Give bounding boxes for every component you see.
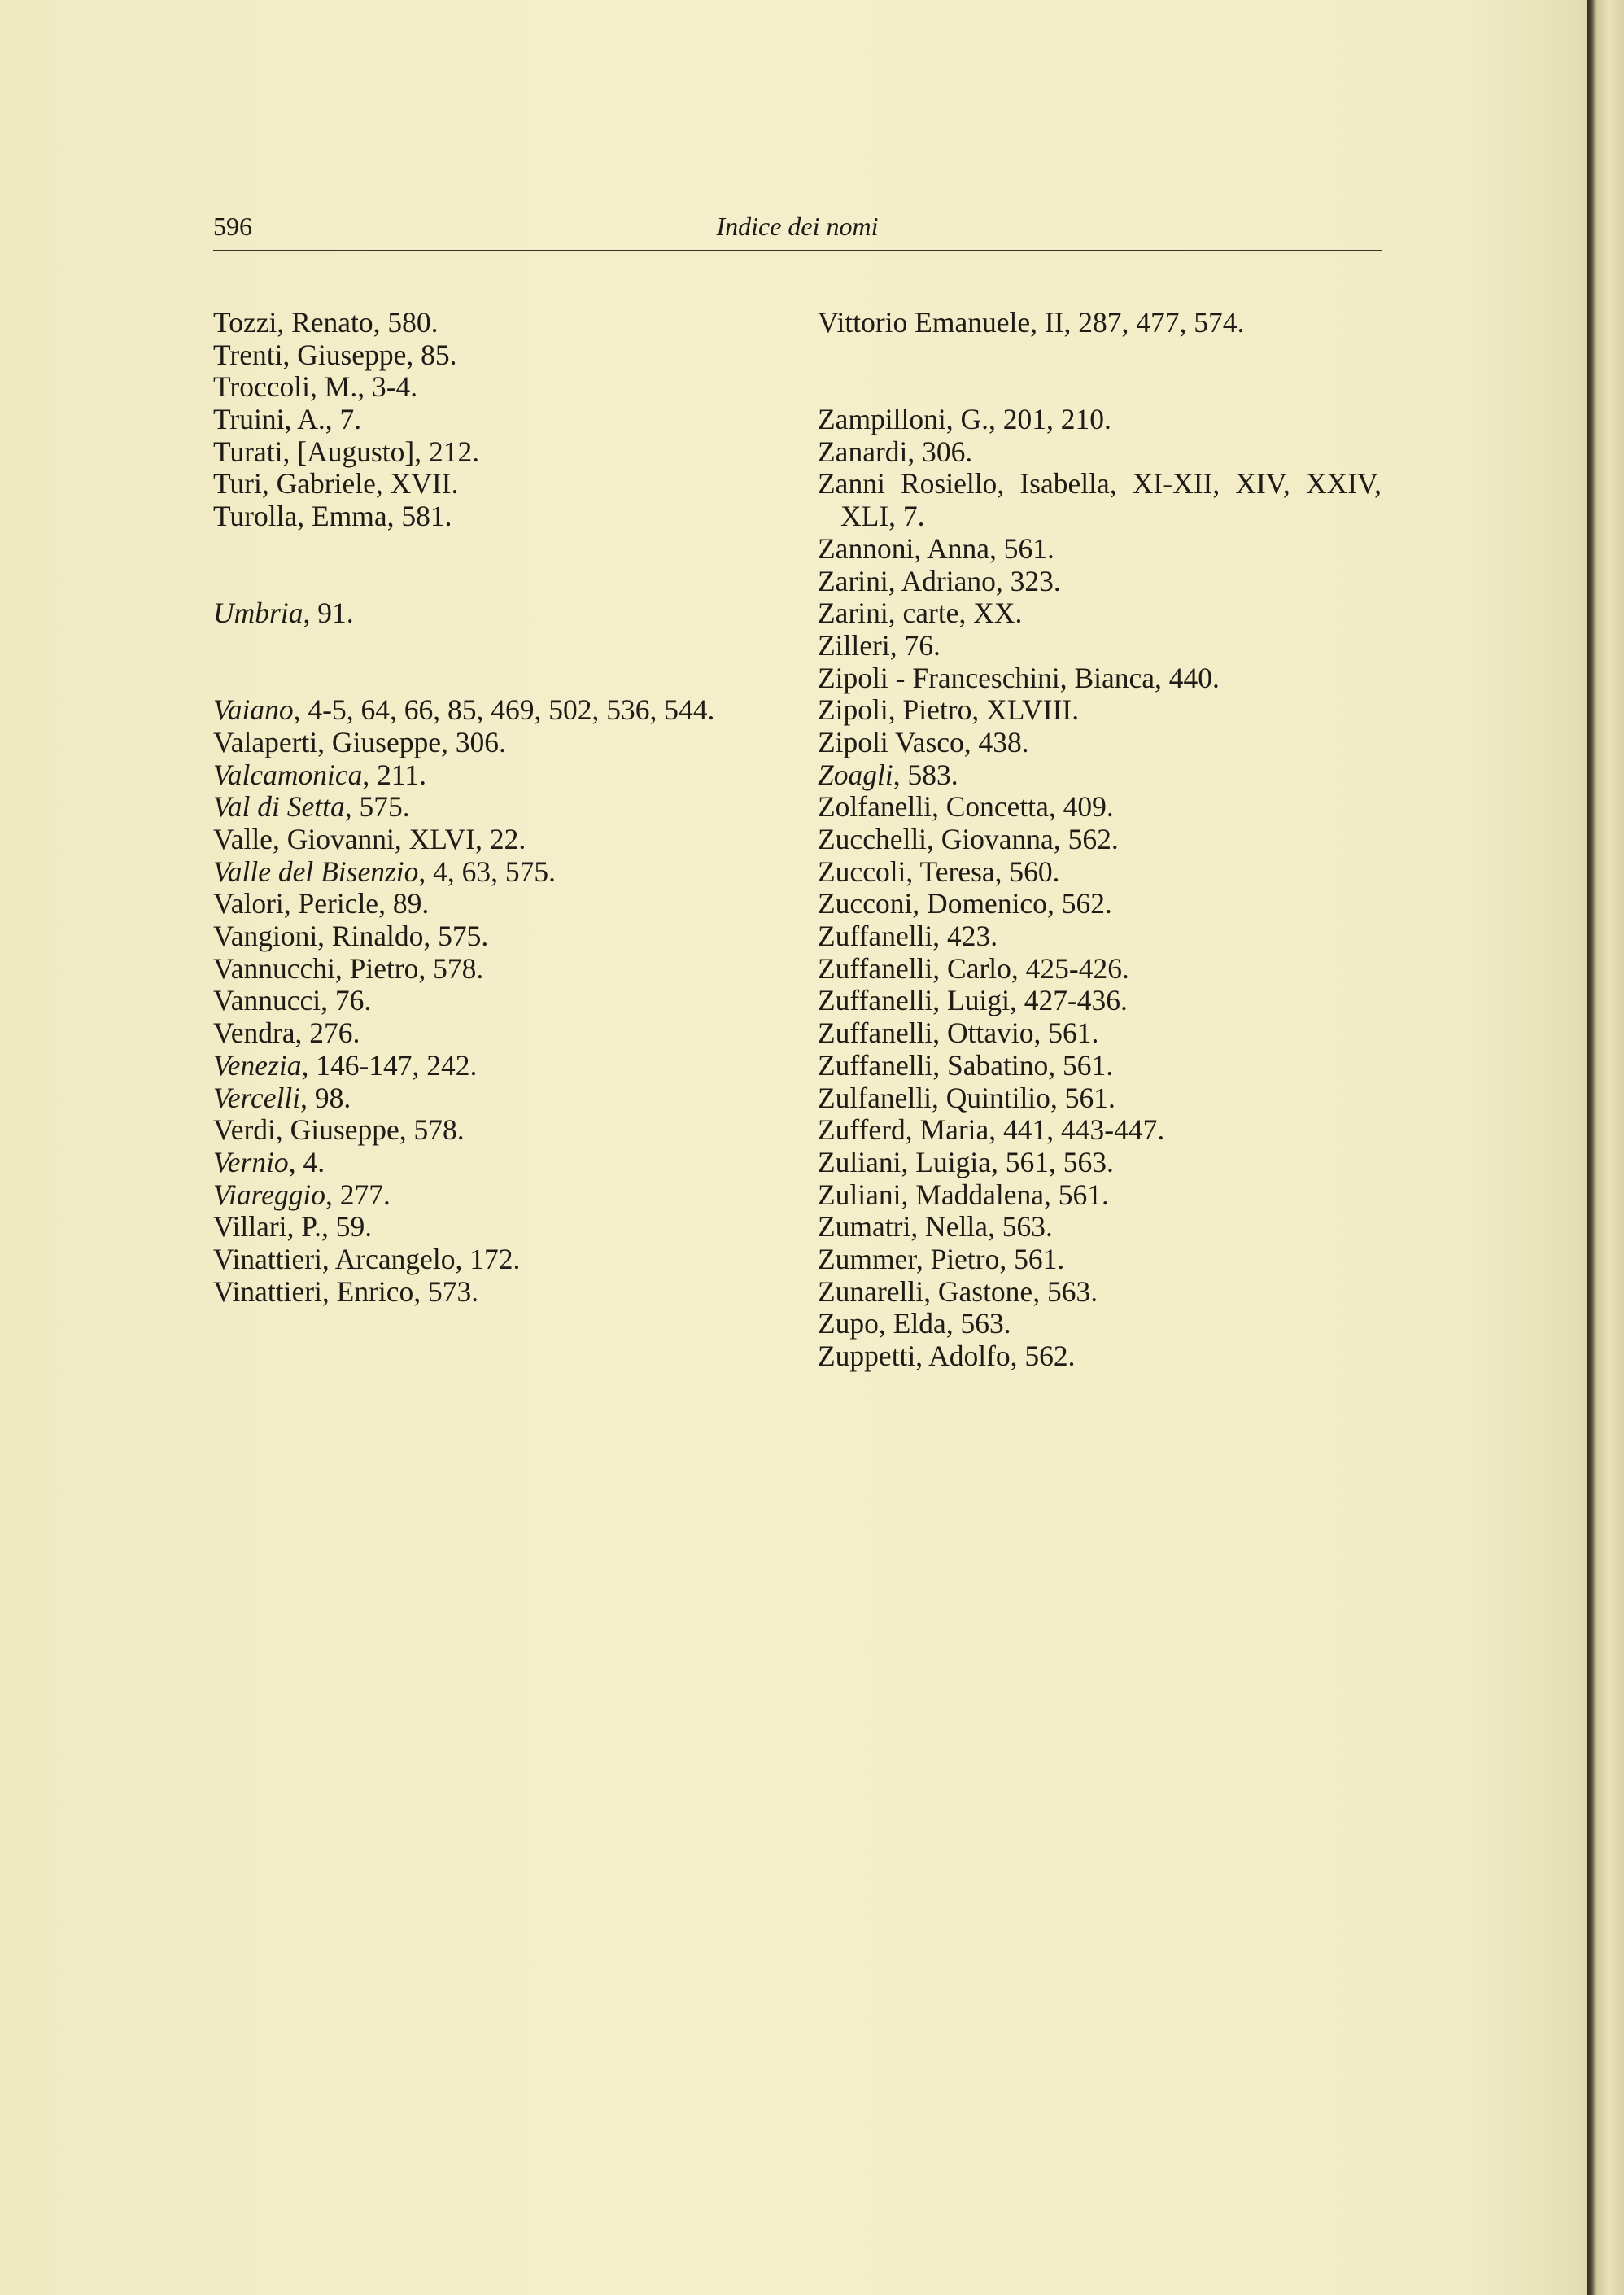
- index-entry: [818, 727, 1382, 759]
- index-entry-name: Valaperti, Giuseppe: [213, 725, 441, 758]
- index-entry-refs: , 98.: [300, 1081, 351, 1114]
- index-entry-name: Truini, A.: [213, 403, 325, 436]
- index-entry-name: Zanardi: [818, 435, 908, 468]
- index-entry-refs: , 277.: [325, 1178, 391, 1211]
- index-entry-name: Zucconi, Domenico: [818, 887, 1047, 920]
- index-entry: [818, 694, 1382, 727]
- index-entry-name: Zanni Rosiello, Isabella: [818, 467, 1110, 501]
- index-entry: [818, 953, 1382, 986]
- index-entry: [818, 468, 1382, 532]
- index-entry: [818, 1308, 1382, 1340]
- page-binding-edge: [1587, 0, 1624, 2295]
- index-entry-refs: , 561.: [1044, 1178, 1109, 1211]
- index-entry: [818, 533, 1382, 566]
- index-entry-refs: , XI-XII, XIV, XXIV, XLI, 7.: [840, 467, 1382, 533]
- header-rule: [213, 250, 1382, 251]
- index-entry-name: Tozzi, Renato: [213, 306, 373, 339]
- index-entry: [213, 1114, 783, 1147]
- index-entry-name: Viareggio: [213, 1178, 326, 1211]
- index-entry: [818, 1179, 1382, 1212]
- index-entry-name: Vinattieri, Arcangelo: [213, 1242, 456, 1275]
- index-entry: [818, 759, 1382, 792]
- index-entry-name: Zucchelli, Giovanna: [818, 823, 1054, 856]
- index-entry-name: Zolfanelli, Concetta: [818, 790, 1049, 824]
- index-entry: [213, 888, 783, 920]
- index-entry: [818, 888, 1382, 920]
- index-entry-refs: , 4.: [288, 1145, 325, 1178]
- index-entry: [818, 1017, 1382, 1050]
- index-entry-refs: , XVII.: [375, 467, 459, 501]
- index-entry-name: Villari, P.: [213, 1210, 321, 1244]
- index-entry: [213, 694, 783, 727]
- index-entry-refs: , 201, 210.: [989, 403, 1111, 436]
- index-entry-refs: , 4, 63, 575.: [418, 855, 557, 888]
- index-entry-refs: , 561.: [1048, 1048, 1114, 1082]
- index-entry: [213, 436, 783, 469]
- index-entry-name: Vendra: [213, 1016, 295, 1050]
- index-entry-refs: , 561.: [1050, 1081, 1115, 1114]
- index-entry: [213, 1244, 783, 1276]
- index-entry: [818, 1082, 1382, 1115]
- index-entry-refs: , 276.: [295, 1016, 360, 1050]
- index-entry-refs: , 7.: [325, 403, 362, 436]
- index-entry-name: Zuffanelli, Sabatino: [818, 1048, 1049, 1082]
- index-entry-refs: , 323.: [995, 564, 1061, 597]
- index-column-left: [213, 307, 783, 1308]
- running-header: [213, 208, 1382, 249]
- index-entry: [213, 1211, 783, 1244]
- index-entry-name: Zuliani, Maddalena: [818, 1178, 1044, 1211]
- index-entry: [213, 791, 783, 824]
- index-entry: [213, 404, 783, 436]
- index-entry: [213, 307, 783, 339]
- index-entry-refs: , XX.: [958, 597, 1023, 630]
- index-entry-refs: , 438.: [963, 725, 1029, 758]
- index-entry-refs: , 212.: [414, 435, 480, 468]
- index-entry-name: Zarini, Adriano: [818, 564, 996, 597]
- page-number: 596: [213, 212, 252, 241]
- index-entry-name: Zipoli - Franceschini, Bianca: [818, 661, 1155, 694]
- index-entry-refs: , 561.: [999, 1242, 1065, 1275]
- index-entry-refs: , 3-4.: [357, 370, 418, 404]
- index-entry-name: Zuppetti, Adolfo: [818, 1340, 1011, 1373]
- index-entry: [213, 1050, 783, 1082]
- index-entry-refs: , 85.: [406, 338, 457, 371]
- index-entry-refs: , 575.: [344, 790, 410, 824]
- index-column-right: [818, 307, 1382, 1373]
- index-entry: [818, 1147, 1382, 1179]
- index-entry-name: Vaiano: [213, 693, 294, 727]
- index-entry: [818, 824, 1382, 856]
- index-entry-refs: , 306.: [907, 435, 973, 468]
- index-entry: [213, 1147, 783, 1179]
- index-entry: [818, 791, 1382, 824]
- index-entry: [818, 1050, 1382, 1082]
- index-entry-refs: , 306.: [440, 725, 506, 758]
- index-entry-refs: , 583.: [893, 758, 958, 791]
- index-entry-refs: , 581.: [386, 500, 452, 533]
- index-entry-name: Zuffanelli, Ottavio: [818, 1016, 1034, 1050]
- index-entry-refs: , 562.: [1053, 823, 1119, 856]
- index-entry: [213, 1276, 783, 1309]
- index-entry: [213, 339, 783, 372]
- index-entry: [213, 824, 783, 856]
- index-entry-name: Zulfanelli, Quintilio: [818, 1081, 1050, 1114]
- running-title: Indice dei nomi: [716, 212, 879, 241]
- letter-gap: [213, 533, 783, 597]
- index-entry-name: Turati, [Augusto]: [213, 435, 415, 468]
- index-entry: [818, 920, 1382, 953]
- index-entry: [818, 630, 1382, 662]
- index-entry-refs: , 172.: [455, 1242, 521, 1275]
- index-entry-name: Zuccoli, Teresa: [818, 855, 995, 888]
- index-entry-name: Zuffanelli, Carlo: [818, 951, 1011, 985]
- index-entry: [818, 597, 1382, 630]
- index-entry-refs: , 287, 477, 574.: [1063, 306, 1245, 339]
- index-entry-refs: , 575.: [423, 920, 489, 953]
- index-entry-refs: , XLVIII.: [971, 693, 1080, 727]
- index-entry-name: Turi, Gabriele: [213, 467, 376, 501]
- index-entry-name: Valle del Bisenzio: [213, 855, 419, 888]
- index-entry: [818, 307, 1382, 339]
- index-entry-name: Vinattieri, Enrico: [213, 1274, 414, 1308]
- index-entry-name: Zunarelli, Gastone: [818, 1274, 1033, 1308]
- index-entry: [818, 404, 1382, 436]
- index-entry-name: Trenti, Giuseppe: [213, 338, 407, 371]
- index-entry: [818, 662, 1382, 695]
- index-entry-refs: , 4-5, 64, 66, 85, 469, 502, 536, 544.: [293, 693, 715, 727]
- index-entry-refs: , 76.: [321, 984, 372, 1017]
- index-entry: [213, 501, 783, 533]
- index-entry: [213, 953, 783, 986]
- index-entry-name: Zannoni, Anna: [818, 531, 989, 565]
- index-entry: [818, 1114, 1382, 1147]
- index-entry-name: Vannucchi, Pietro: [213, 951, 419, 985]
- index-entry-name: Valcamonica: [213, 758, 363, 791]
- index-entry: [213, 727, 783, 759]
- index-entry-refs: , 146-147, 242.: [301, 1048, 478, 1082]
- index-entry-name: Zoagli: [818, 758, 893, 791]
- index-entry-name: Zummer, Pietro: [818, 1242, 1000, 1275]
- index-entry-refs: , 211.: [362, 758, 426, 791]
- index-entry-refs: , 561.: [989, 531, 1054, 565]
- index-entry-refs: , XLVI, 22.: [394, 823, 526, 856]
- index-entry-refs: , 563.: [987, 1210, 1053, 1244]
- index-entry-refs: , 409.: [1048, 790, 1114, 824]
- index-entry-name: Vercelli: [213, 1081, 301, 1114]
- index-entry-refs: , 562.: [1010, 1340, 1076, 1373]
- index-entry-refs: , 562.: [1046, 887, 1112, 920]
- index-entry-refs: , 423.: [932, 920, 998, 953]
- index-entry-name: Valle, Giovanni: [213, 823, 395, 856]
- index-entry: [818, 1244, 1382, 1276]
- index-entry: [818, 1340, 1382, 1373]
- index-entry-name: Venezia: [213, 1048, 302, 1082]
- letter-gap: [213, 630, 783, 694]
- index-entry-refs: , 76.: [889, 628, 941, 662]
- index-entry: [213, 856, 783, 889]
- index-entry-name: Valori, Pericle: [213, 887, 379, 920]
- index-entry-name: Zipoli, Pietro: [818, 693, 972, 727]
- index-entry-name: Verdi, Giuseppe: [213, 1113, 399, 1147]
- index-entry: [213, 1017, 783, 1050]
- index-entry: [213, 1082, 783, 1115]
- index-entry-refs: , 441, 443-447.: [989, 1113, 1165, 1147]
- index-entry-refs: , 561.: [1033, 1016, 1099, 1050]
- index-entry-refs: , 91.: [303, 597, 354, 630]
- index-entry: [213, 759, 783, 792]
- index-entry: [818, 1211, 1382, 1244]
- index-entry: [818, 1276, 1382, 1309]
- index-entry-refs: , 563.: [1032, 1274, 1098, 1308]
- index-entry-refs: , 440.: [1155, 661, 1220, 694]
- index-entry-name: Val di Setta: [213, 790, 345, 824]
- index-entry-refs: , 561, 563.: [990, 1145, 1114, 1178]
- index-entry: [213, 371, 783, 404]
- letter-gap: [818, 339, 1382, 404]
- index-entry-refs: , 580.: [373, 306, 439, 339]
- index-entry-refs: , 573.: [413, 1274, 479, 1308]
- index-entry-name: Vittorio Emanuele, II: [818, 306, 1064, 339]
- index-entry-name: Zampilloni, G.: [818, 403, 989, 436]
- index-entry-name: Vannucci: [213, 984, 321, 1017]
- index-entry: [213, 1179, 783, 1212]
- index-entry-name: Troccoli, M.: [213, 370, 358, 404]
- index-entry: [818, 566, 1382, 598]
- index-entry: [818, 436, 1382, 469]
- index-entry-name: Zarini, carte: [818, 597, 959, 630]
- index-entry-name: Zufferd, Maria: [818, 1113, 989, 1147]
- index-entry-name: Turolla, Emma: [213, 500, 387, 533]
- index-entry: [213, 920, 783, 953]
- index-entry-refs: , 425-426.: [1011, 951, 1129, 985]
- index-entry: [213, 597, 783, 630]
- index-entry: [818, 856, 1382, 889]
- index-entry-refs: , 578.: [399, 1113, 465, 1147]
- index-entry-refs: , 578.: [418, 951, 484, 985]
- index-entry-name: Zuffanelli, Luigi: [818, 984, 1010, 1017]
- index-entry-refs: , 563.: [945, 1307, 1011, 1340]
- index-entry-name: Vernio: [213, 1145, 289, 1178]
- index-entry-refs: , 560.: [994, 855, 1060, 888]
- index-entry: [818, 985, 1382, 1017]
- index-entry-name: Umbria: [213, 597, 303, 630]
- index-entry: [213, 468, 783, 501]
- index-entry-name: Zupo, Elda: [818, 1307, 946, 1340]
- index-entry-name: Vangioni, Rinaldo: [213, 920, 424, 953]
- index-entry-refs: , 427-436.: [1009, 984, 1128, 1017]
- index-entry-refs: , 59.: [321, 1210, 373, 1244]
- index-entry-refs: , 89.: [378, 887, 430, 920]
- index-entry: [213, 985, 783, 1017]
- index-entry-name: Zilleri: [818, 628, 890, 662]
- index-entry-name: Zipoli Vasco: [818, 725, 964, 758]
- index-entry-name: Zuffanelli: [818, 920, 933, 953]
- index-entry-name: Zumatri, Nella: [818, 1210, 988, 1244]
- index-entry-name: Zuliani, Luigia: [818, 1145, 991, 1178]
